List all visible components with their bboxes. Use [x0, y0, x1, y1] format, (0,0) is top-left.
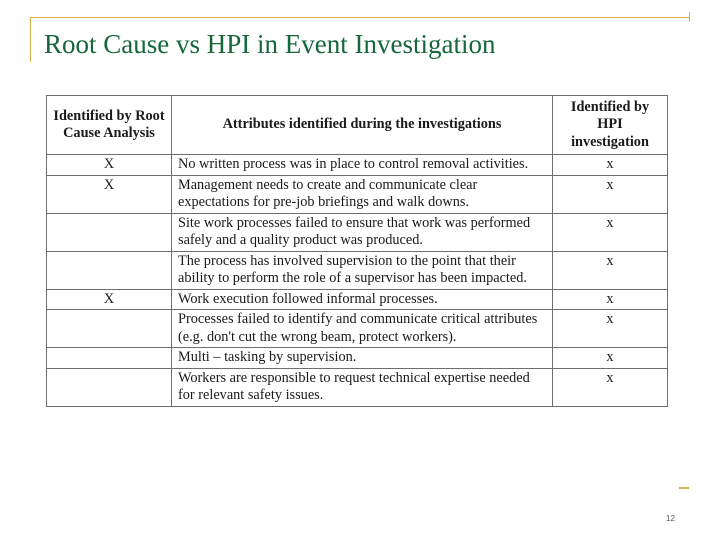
attribute-text: Site work processes failed to ensure that work was performed safely and a quality product was produced. [172, 213, 553, 251]
table-header-row [47, 96, 668, 155]
attribute-text: The process has involved supervision to the point that their ability to perform the role of a supervisor has been impacted. [172, 251, 553, 289]
table-row [47, 175, 668, 213]
attribute-text: Processes failed to identify and communicate critical attributes (e.g. don't cut the wrong beam, protect workers). [172, 310, 553, 348]
hpi-mark: x [553, 348, 668, 369]
hpi-mark: x [553, 310, 668, 348]
table-row [47, 368, 668, 406]
comparison-table [46, 95, 668, 407]
frame-top-rule [30, 17, 690, 18]
rca-mark [47, 251, 172, 289]
hpi-mark: x [553, 368, 668, 406]
hpi-mark: x [553, 175, 668, 213]
rca-mark: X [47, 175, 172, 213]
header-rca: Identified by Root Cause Analysis [47, 96, 172, 155]
table-row [47, 348, 668, 369]
attribute-text: Multi – tasking by supervision. [172, 348, 553, 369]
attribute-text: No written process was in place to control removal activities. [172, 155, 553, 176]
hpi-mark: x [553, 289, 668, 310]
hpi-mark: x [553, 251, 668, 289]
attribute-text: Work execution followed informal processes. [172, 289, 553, 310]
frame-bottom-tick [679, 487, 689, 489]
header-hpi: Identified by HPI investigation [553, 96, 668, 155]
rca-mark [47, 213, 172, 251]
hpi-mark: x [553, 155, 668, 176]
table-row [47, 310, 668, 348]
table-row [47, 155, 668, 176]
rca-mark: X [47, 289, 172, 310]
table-row [47, 251, 668, 289]
table-row [47, 289, 668, 310]
header-attributes: Attributes identified during the investigations [172, 96, 553, 155]
frame-corner-tick [689, 12, 690, 22]
rca-mark [47, 348, 172, 369]
attribute-text: Workers are responsible to request technical expertise needed for relevant safety issues. [172, 368, 553, 406]
attribute-text: Management needs to create and communicate clear expectations for pre-job briefings and walk downs. [172, 175, 553, 213]
rca-mark [47, 310, 172, 348]
page-number: 12 [666, 514, 675, 523]
frame-left-rule [30, 17, 31, 62]
table-row [47, 213, 668, 251]
rca-mark: X [47, 155, 172, 176]
rca-mark [47, 368, 172, 406]
hpi-mark: x [553, 213, 668, 251]
page-title: Root Cause vs HPI in Event Investigation [44, 29, 496, 59]
